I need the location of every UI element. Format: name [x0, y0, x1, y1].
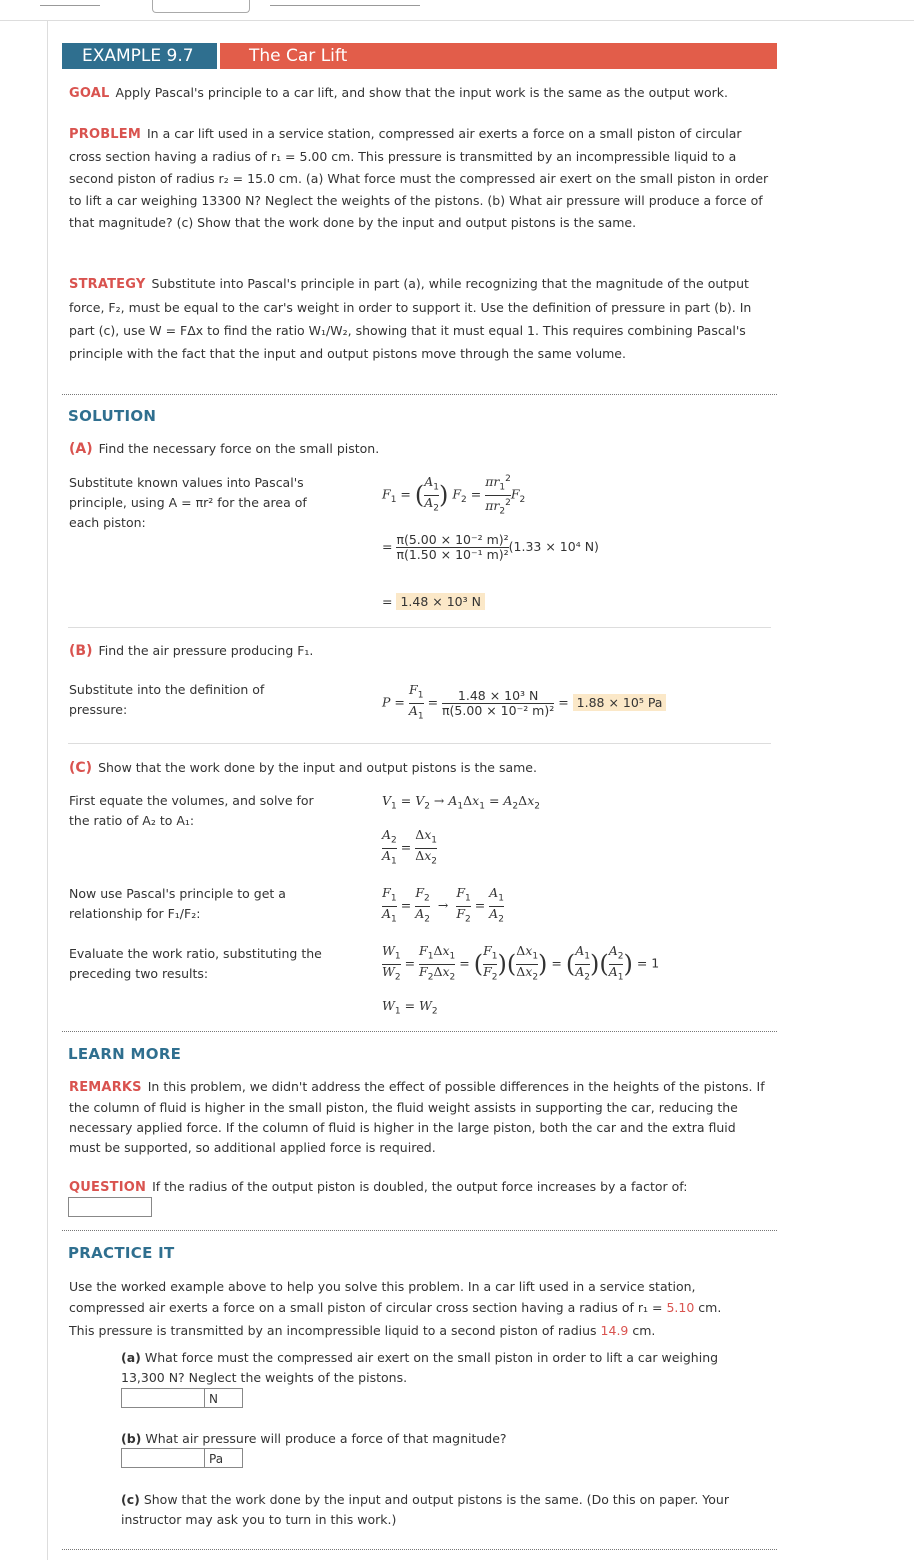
remarks-text: In this problem, we didn't address the effect of possible differences in the heights of the pistons. If the column of fluid is higher in the small piston, the fluid weight assists in supporting the car, reducing the necessary applied force. If the column of fluid is higher in the large piston, both the car and the extra fluid must be supported, so additional applied force is required. [69, 1079, 765, 1155]
top-tabs-fragment [0, 0, 914, 14]
learn-more-title: LEARN MORE [68, 1045, 182, 1063]
practice-intro-text-1: Use the worked example above to help you solve this problem. In a car lift used in a service station, compressed air exerts a force on a small piston of circular cross section having a radius of r₁ = [69, 1279, 696, 1315]
practice-b-unit: Pa [205, 1448, 243, 1468]
practice-a-text: What force must the compressed air exert on the small piston in order to lift a car weighing 13,300 N? Neglect the weights of the pistons. [121, 1350, 719, 1385]
part-c-step3: Evaluate the work ratio, substituting the preceding two results: [69, 946, 322, 981]
remarks-paragraph [69, 1077, 769, 1158]
practice-a-unit: N [205, 1388, 243, 1408]
part-a-heading [69, 439, 769, 459]
part-a-result: = 1.48 × 10³ N [382, 594, 485, 609]
practice-title: PRACTICE IT [68, 1244, 175, 1262]
instructor-fragment [270, 0, 420, 6]
pascal-equation: $F_1$ = ( $\frac{A_1}{A_2}$ ) $F_2$ = $\frac{\pi r_1^2}{\pi r_2^2}$ $F_2$ [382, 474, 526, 517]
substitution-equation: = $\frac{\text{π(5.00 × 10⁻² m)²}}{\text{π(1.50 × 10⁻¹ m)²}}$ (1.33 × 10⁴ N) [382, 532, 599, 562]
practice-b-label: (b) [121, 1431, 142, 1446]
practice-question-b [121, 1429, 761, 1449]
goal-text: Apply Pascal's principle to a car lift, and show that the input work is the same as the output work. [115, 85, 729, 100]
problem-label: PROBLEM [69, 127, 141, 142]
question-label: QUESTION [69, 1180, 147, 1195]
question-text: If the radius of the output piston is doubled, the output force increases by a factor of: [152, 1179, 688, 1194]
part-a-step: Substitute known values into Pascal's principle, using A = πr² for the area of each piston: [69, 475, 307, 530]
sub-factor: (1.33 × 10⁴ N) [508, 539, 599, 554]
pressure-equation: P = $\frac{F_1}{A_1}$ = $\frac{\text{1.48 × 10³ N}}{\text{π(5.00 × 10⁻² m)²}}$ = 1.88 × 10⁵ Pa [382, 683, 666, 723]
work-ratio-equation: $\frac{W_1}{W_2}$ = $\frac{F_1\Delta x_1}{F_2\Delta x_2}$ = ( $\frac{F_1}{F_2}$ )( $\frac{\Delta x_1}{\Delta x_2}$ ) = ( $\frac{A_1}{A_2}$ )( $\frac{A_2}{A_1}$ ) = 1 [382, 943, 660, 982]
practice-a-label: (a) [121, 1350, 141, 1365]
divider [62, 394, 777, 395]
pressure-numerator: 1.48 × 10³ N [442, 689, 554, 704]
practice-intro-text-3: This pressure is transmitted by an incompressible liquid to a second piston of radius [69, 1323, 597, 1338]
part-b-text: Find the air pressure producing F₁. [98, 643, 314, 658]
frame-top-border [0, 20, 914, 21]
practice-a-answer-input[interactable] [121, 1388, 205, 1408]
part-b-label: (B) [69, 643, 93, 659]
volume-equation: $V_1 = V_2 \to A_1\Delta x_1 = A_2\Delta x_2$ [382, 793, 540, 812]
work-equal-equation: $W_1 = W_2$ [382, 998, 438, 1017]
divider [68, 743, 771, 744]
details-tab-fragment[interactable] [152, 0, 250, 13]
example-header [62, 43, 777, 69]
practice-intro-text-4: cm. [632, 1323, 656, 1338]
question-paragraph [69, 1177, 769, 1198]
divider [68, 627, 771, 628]
force-ratio-equation: $\frac{F_1}{A_1}$ = $\frac{F_2}{A_2}$ → $\frac{F_1}{F_2}$ = $\frac{A_1}{A_2}$ [382, 885, 504, 924]
practice-b-answer-input[interactable] [121, 1448, 205, 1468]
practice-c-text: Show that the work done by the input and output pistons is the same. (Do this on paper. Your instructor may ask you to turn in this work.) [121, 1492, 729, 1527]
strategy-paragraph [69, 272, 769, 365]
divider [62, 1230, 777, 1231]
sub-denominator: π(1.50 × 10⁻¹ m)² [396, 547, 509, 562]
part-c-text: Show that the work done by the input and output pistons is the same. [98, 760, 537, 775]
points-fragment [40, 0, 100, 6]
part-b-step: Substitute into the definition of pressure: [69, 682, 265, 717]
problem-paragraph [69, 123, 769, 234]
part-a-text: Find the necessary force on the small piston. [98, 441, 380, 456]
area-ratio-equation: $\frac{A_2}{A_1}$ = $\frac{\Delta x_1}{\Delta x_2}$ [382, 827, 438, 866]
problem-text: In a car lift used in a service station, compressed air exerts a force on a small piston of circular cross section having a radius of r₁ = 5.00 cm. This pressure is transmitted by an incompressible liquid to a second piston of radius r₂ = 15.0 cm. (a) What force must the compressed air exert on the small piston in order to lift a car weighing 13300 N? Neglect the weights of the pistons. (b) What air pressure will produce a force of that magnitude? (c) Show that the work done by the input and output pistons is the same. [69, 126, 769, 230]
practice-intro-text-2: cm. [698, 1300, 722, 1315]
strategy-text: Substitute into Pascal's principle in part (a), while recognizing that the magnitude of the output force, F₂, must be equal to the car's weight in order to support it. Use the definition of pressure in part (b). In part (c), use W = FΔx to find the ratio W₁/W₂, showing that it must equal 1. This requires combining Pascal's principle with the fact that the input and output pistons move through the same volume. [69, 276, 752, 361]
practice-question-a [121, 1348, 761, 1388]
practice-c-label: (c) [121, 1492, 140, 1507]
part-c-step2: Now use Pascal's principle to get a relationship for F₁/F₂: [69, 886, 286, 921]
goal-paragraph [69, 83, 769, 104]
part-b-result-value: 1.88 × 10⁵ Pa [573, 694, 667, 711]
goal-label: GOAL [69, 86, 110, 101]
divider [62, 1031, 777, 1032]
practice-r2-value: 14.9 [600, 1323, 629, 1338]
practice-intro [69, 1276, 769, 1318]
solution-title: SOLUTION [68, 407, 157, 425]
sub-numerator: π(5.00 × 10⁻² m)² [396, 532, 509, 547]
part-c-heading [69, 758, 769, 778]
divider [62, 1549, 777, 1550]
part-c-label: (C) [69, 760, 93, 776]
part-b-heading [69, 641, 769, 661]
part-c-step1: First equate the volumes, and solve for the ratio of A₂ to A₁: [69, 793, 314, 828]
question-answer-input[interactable] [68, 1197, 152, 1217]
example-title: The Car Lift [217, 43, 777, 69]
practice-r1-value: 5.10 [666, 1300, 695, 1315]
practice-b-text: What air pressure will produce a force of that magnitude? [145, 1431, 507, 1446]
practice-intro-line3 [69, 1321, 769, 1341]
part-a-result-value: 1.48 × 10³ N [396, 593, 485, 610]
practice-question-c [121, 1490, 771, 1530]
example-number: EXAMPLE 9.7 [62, 43, 217, 69]
pressure-denominator: π(5.00 × 10⁻² m)² [442, 702, 555, 718]
frame-left-border [47, 20, 48, 1560]
part-a-label: (A) [69, 441, 93, 457]
strategy-label: STRATEGY [69, 277, 146, 292]
remarks-label: REMARKS [69, 1080, 142, 1095]
